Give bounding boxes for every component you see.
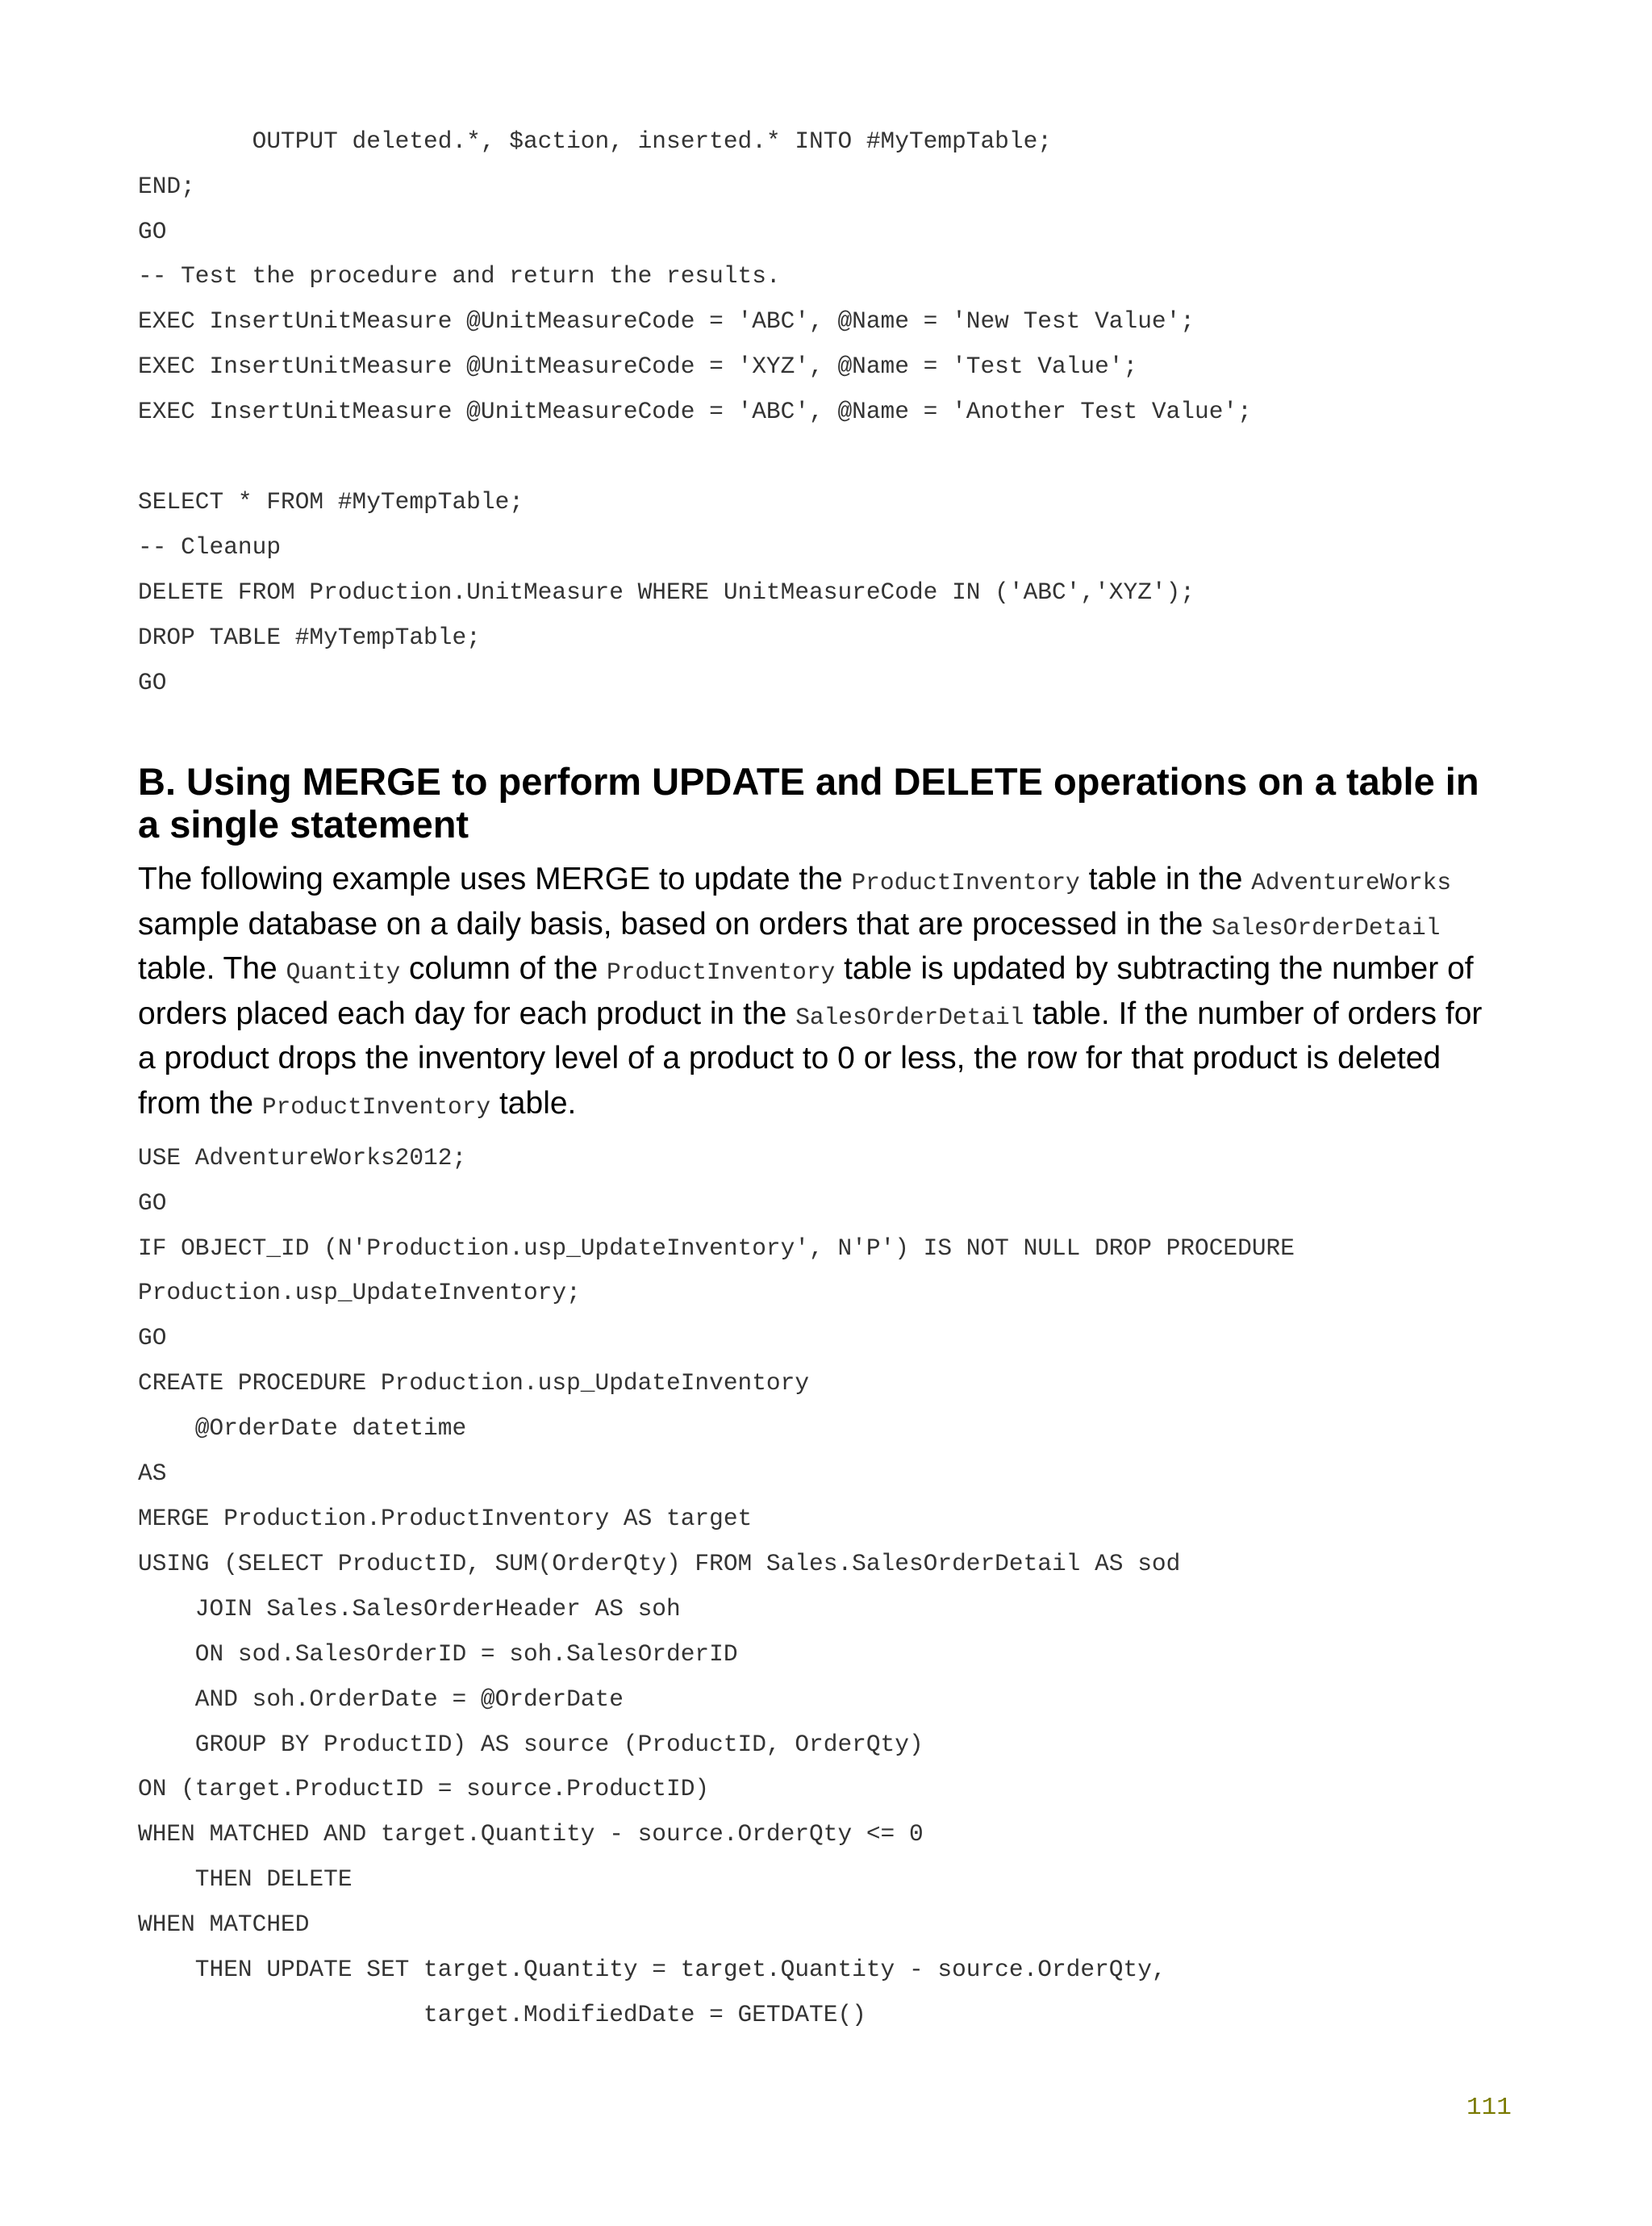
paragraph-line	[138, 908, 1440, 941]
code-line: END;	[138, 173, 195, 200]
paragraph-text: table is updated by subtracting the number of	[835, 951, 1474, 986]
code-line: WHEN MATCHED	[138, 1911, 310, 1938]
code-line: GROUP BY ProductID) AS source (ProductID, OrderQty)	[138, 1731, 924, 1758]
code-line: EXEC InsertUnitMeasure @UnitMeasureCode = 'ABC', @Name = 'Another Test Value';	[138, 398, 1252, 425]
paragraph-text: column of the	[400, 951, 607, 986]
code-line: target.ModifiedDate = GETDATE()	[138, 2001, 866, 2028]
inline-code: Quantity	[286, 958, 401, 986]
paragraph-text: table.	[490, 1086, 577, 1121]
code-line: -- Cleanup	[138, 533, 282, 561]
code-line: ON (target.ProductID = source.ProductID)	[138, 1775, 710, 1802]
inline-code: AdventureWorks	[1251, 869, 1452, 896]
code-line: WHEN MATCHED AND target.Quantity - source.OrderQty <= 0	[138, 1820, 924, 1848]
code-line: MERGE Production.ProductInventory AS target	[138, 1505, 753, 1532]
code-line: EXEC InsertUnitMeasure @UnitMeasureCode = 'XYZ', @Name = 'Test Value';	[138, 353, 1138, 380]
paragraph-text: table. The	[138, 951, 286, 986]
code-line: USE AdventureWorks2012;	[138, 1144, 467, 1171]
paragraph-line	[138, 953, 1474, 985]
code-line: ON sod.SalesOrderID = soh.SalesOrderID	[138, 1640, 738, 1668]
code-line: DROP TABLE #MyTempTable;	[138, 624, 481, 651]
paragraph-text: sample database on a daily basis, based on orders that are processed in the	[138, 907, 1212, 942]
paragraph-line	[138, 863, 1451, 896]
code-line: EXEC InsertUnitMeasure @UnitMeasureCode = 'ABC', @Name = 'New Test Value';	[138, 307, 1195, 335]
paragraph-text: The following example uses MERGE to update the	[138, 862, 852, 896]
code-line: CREATE PROCEDURE Production.usp_UpdateInventory	[138, 1369, 810, 1397]
paragraph-text: orders placed each day for each product in the	[138, 996, 796, 1031]
inline-code: SalesOrderDetail	[795, 1004, 1024, 1031]
code-line: GO	[138, 1189, 167, 1217]
page-number: 111	[1466, 2094, 1512, 2122]
section-heading-continued: a single statement	[138, 803, 469, 846]
paragraph-text: table. If the number of orders for	[1024, 996, 1483, 1031]
code-line: AND soh.OrderDate = @OrderDate	[138, 1685, 624, 1713]
inline-code: SalesOrderDetail	[1212, 914, 1441, 942]
paragraph-line	[138, 998, 1482, 1030]
inline-code: ProductInventory	[851, 869, 1080, 896]
inline-code: ProductInventory	[261, 1093, 491, 1121]
code-line: @OrderDate datetime	[138, 1414, 467, 1442]
code-line: THEN DELETE	[138, 1865, 353, 1893]
code-line: GO	[138, 1324, 167, 1351]
code-line: -- Test the procedure and return the results.	[138, 262, 781, 290]
code-line: GO	[138, 669, 167, 696]
inline-code: ProductInventory	[607, 958, 836, 986]
code-line: AS	[138, 1460, 167, 1487]
code-line: THEN UPDATE SET target.Quantity = target.Quantity - source.OrderQty,	[138, 1956, 1166, 1983]
paragraph-text: from the	[138, 1086, 262, 1121]
code-line: Production.usp_UpdateInventory;	[138, 1279, 581, 1306]
section-heading: B. Using MERGE to perform UPDATE and DELETE operations on a table in	[138, 760, 1479, 803]
paragraph-text: table in the	[1079, 862, 1252, 896]
code-line: IF OBJECT_ID (N'Production.usp_UpdateInventory', N'P') IS NOT NULL DROP PROCEDURE	[138, 1234, 1295, 1262]
code-line: OUTPUT deleted.*, $action, inserted.* INTO #MyTempTable;	[138, 127, 1052, 155]
code-line: DELETE FROM Production.UnitMeasure WHERE UnitMeasureCode IN ('ABC','XYZ');	[138, 578, 1195, 606]
paragraph-line: a product drops the inventory level of a product to 0 or less, the row for that product is deleted	[138, 1041, 1441, 1075]
paragraph-line	[138, 1088, 576, 1120]
code-line: JOIN Sales.SalesOrderHeader AS soh	[138, 1595, 681, 1623]
code-line: USING (SELECT ProductID, SUM(OrderQty) FROM Sales.SalesOrderDetail AS sod	[138, 1550, 1181, 1577]
code-line: GO	[138, 218, 167, 245]
code-line: SELECT * FROM #MyTempTable;	[138, 488, 524, 516]
